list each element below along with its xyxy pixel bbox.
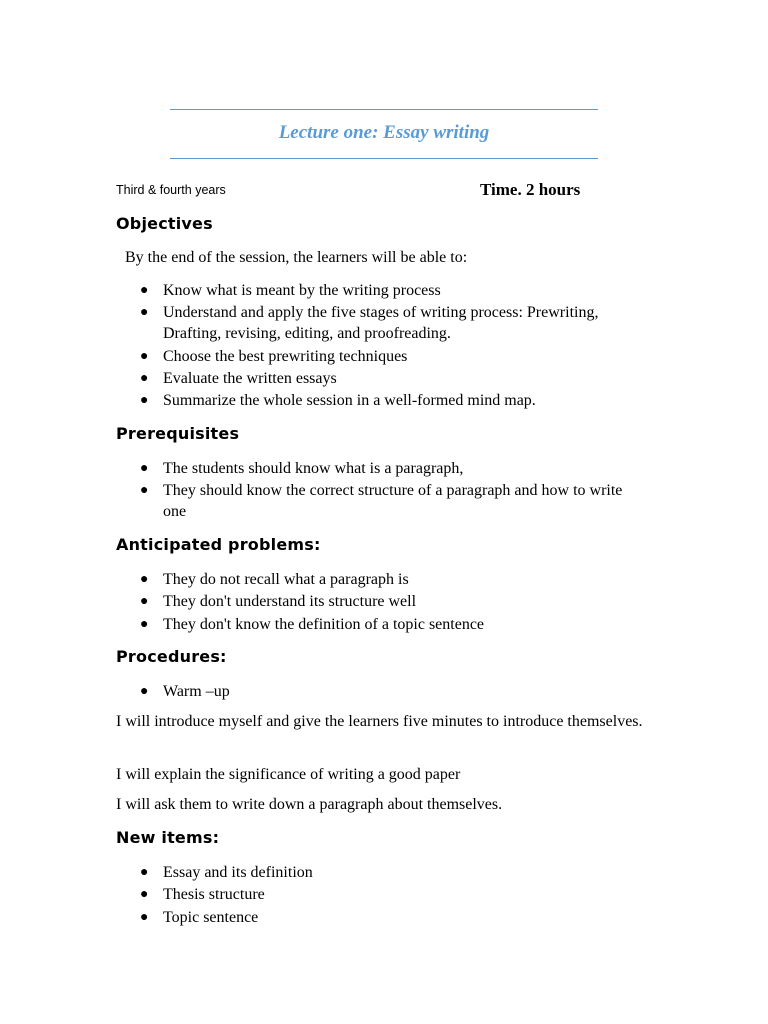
bullet-icon: ●: [140, 461, 149, 476]
anticipated-heading: Anticipated problems:: [116, 535, 321, 554]
list-item: ● Summarize the whole session in a well-formed mind map.: [140, 392, 536, 410]
list-item: ● Thesis structure: [140, 886, 265, 904]
list-item: ● They don't understand its structure well: [140, 593, 417, 611]
time-label: Time. 2 hours: [480, 180, 581, 199]
bullet-icon: ●: [140, 348, 149, 364]
bullet-icon: ●: [140, 594, 149, 610]
list-item: ● Topic sentence: [140, 908, 259, 926]
list-item: ● The students should know what is a paragraph,: [140, 460, 464, 477]
list-item: ● Choose the best prewriting techniques: [140, 347, 408, 365]
list-item: ● Evaluate the written essays: [140, 369, 337, 387]
list-item: ● They don't know the definition of a topic sentence: [140, 615, 485, 633]
bullet-icon: ●: [140, 483, 149, 499]
objectives-heading: Objectives: [116, 214, 213, 233]
audience-label: Third & fourth years: [116, 183, 226, 197]
objectives-intro: By the end of the session, the learners will be able to:: [125, 249, 468, 266]
procedures-paragraph: I will explain the significance of writing a good paper: [116, 766, 461, 783]
procedures-heading: Procedures:: [116, 647, 227, 666]
bullet-icon: ●: [140, 616, 149, 632]
title-rule-top: [170, 109, 598, 110]
list-item: ● Understand and apply the five stages of writing process: Prewriting, Drafting, revising, editing, and proofreading.: [140, 304, 599, 343]
prerequisites-list: [0, 458, 643, 524]
bullet-icon: ●: [140, 865, 149, 880]
prerequisites-heading: Prerequisites: [116, 424, 240, 443]
list-item: ● They do not recall what a paragraph is: [140, 571, 409, 588]
procedures-paragraph: I will introduce myself and give the learners five minutes to introduce themselves.: [116, 713, 643, 730]
bullet-icon: ●: [140, 909, 149, 925]
bullet-icon: ●: [140, 684, 149, 699]
bullet-icon: ●: [140, 305, 149, 321]
page-title: Lecture one: Essay writing: [278, 122, 490, 143]
list-item: ● Essay and its definition: [140, 864, 313, 881]
bullet-icon: ●: [140, 572, 149, 587]
new-items-list: [0, 862, 643, 929]
list-item: ● Know what is meant by the writing process: [140, 282, 441, 299]
bullet-icon: ●: [140, 283, 149, 298]
new-items-heading: New items:: [116, 828, 220, 847]
list-item: ● They should know the correct structure of a paragraph and how to write one: [140, 482, 623, 521]
bullet-icon: ●: [140, 393, 149, 409]
anticipated-list: [0, 569, 643, 636]
title-rule-bottom: [170, 158, 598, 159]
procedures-list: [0, 681, 643, 703]
bullet-icon: ●: [140, 370, 149, 386]
list-item: ● Warm –up: [140, 683, 230, 700]
procedures-paragraph: I will ask them to write down a paragraph about themselves.: [116, 796, 503, 813]
objectives-list: [0, 280, 643, 412]
bullet-icon: ●: [140, 887, 149, 903]
